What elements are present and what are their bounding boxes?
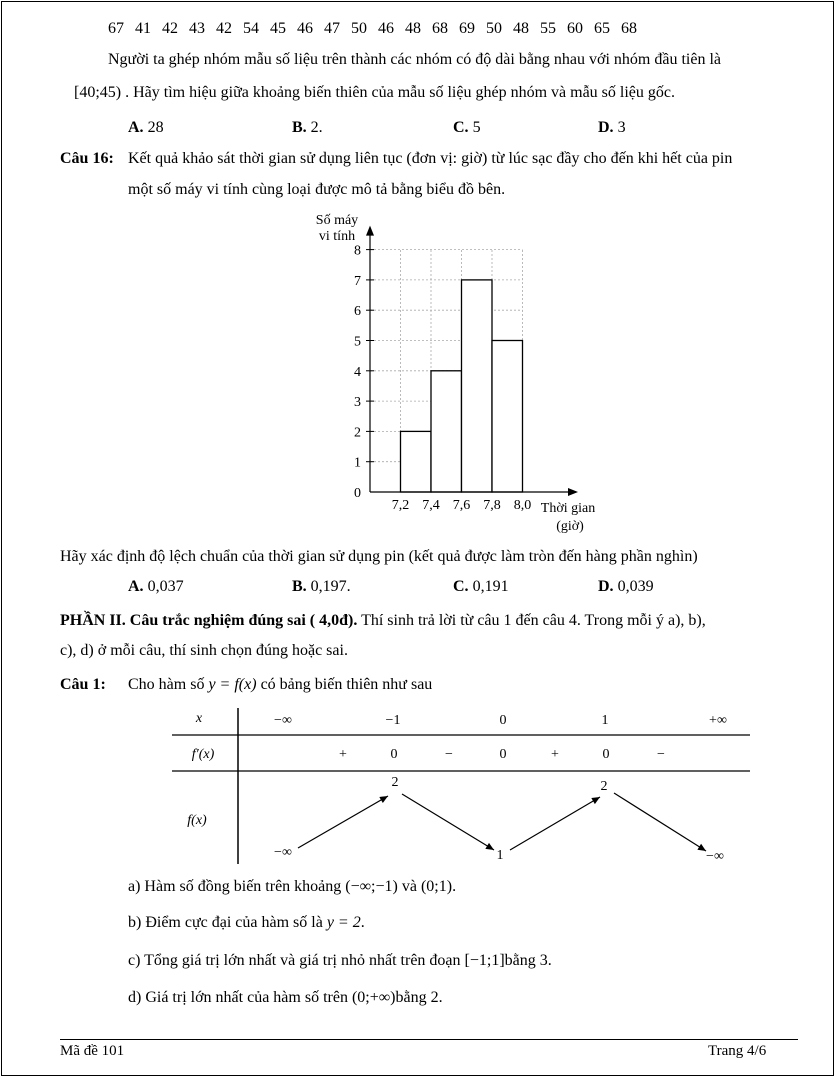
q15-number: 50 [351,20,367,37]
part2-title: PHẦN II. Câu trắc nghiệm đúng sai ( 4,0đ). [60,612,358,629]
q16-option-d[interactable] [598,578,654,596]
x-tick-label: 8,0 [513,498,532,513]
footer-page: Trang 4/6 [708,1043,767,1059]
q15-option-c-text: 5 [472,119,481,136]
variation-arrow [510,797,600,850]
q15-number: 69 [459,20,475,37]
c1-item-b-text: b) Điểm cực đại của hàm số là [128,914,323,931]
variation-table [0,700,837,870]
q15-number: 54 [243,20,259,37]
footer-code: Mã đề 101 [60,1043,125,1059]
q16-option-c[interactable] [453,578,509,596]
q15-number: 46 [378,20,394,37]
fprime-row-label: f′(x) [191,747,215,762]
q15-option-d-letter: D. [598,119,614,136]
q15-number: 65 [594,20,610,37]
q15-option-b-letter: B. [292,119,307,136]
q15-number: 50 [486,20,502,37]
x-value: +∞ [709,713,727,728]
variation-arrow [402,794,494,850]
q16-option-d-letter: D. [598,578,614,595]
q15-number: 67 [108,20,124,37]
c1-item-a-math1: (−∞;−1) [345,878,398,895]
q15-number: 42 [216,20,232,37]
c1-item-d-post: bằng 2. [395,989,443,1006]
f-value: 2 [600,779,608,794]
q16-option-b-letter: B. [292,578,307,595]
f-value: 2 [391,775,399,790]
x-axis-arrow [568,488,578,496]
q15-number: 42 [162,20,178,37]
histogram-bar [401,431,432,492]
q15-number: 45 [270,20,286,37]
y-tick-label: 4 [354,364,361,380]
q15-option-a-letter: A. [128,119,144,136]
fprime-value: − [657,747,665,762]
q16-question: Hãy xác định độ lệch chuẩn của thời gian sử dụng pin (kết quả được làm tròn đến hàng phần nghìn) [60,548,698,565]
y-axis-label-line1: Số máy [315,213,359,228]
c1-item-b-math1: y = 2 [326,914,361,931]
y-tick-label: 0 [354,486,361,501]
f-row-label: f(x) [187,813,207,828]
q16-line2: một số máy vi tính cùng loại được mô tả bằng biểu đồ bên. [128,181,506,198]
part2-line1 [60,612,706,630]
q15-number: 68 [432,20,448,37]
c1-intro-pre: Cho hàm số [128,676,205,693]
histogram-bar [462,280,493,492]
q15-interval: [40;45) [74,84,122,101]
c1-intro-func: y = f(x) [208,676,257,693]
q15-number: 43 [189,20,205,37]
y-tick-label: 1 [354,455,361,471]
c1-item-c[interactable] [128,952,552,970]
q16-option-c-letter: C. [453,578,469,595]
c1-item-a-post: . [452,878,457,895]
f-value: −∞ [706,849,724,864]
c1-intro [128,676,432,694]
c1-item-d-text: d) Giá trị lớn nhất của hàm số trên [128,989,348,1006]
c1-item-a[interactable] [128,878,456,896]
q15-number: 55 [540,20,556,37]
variation-arrow [298,796,388,848]
x-value: −∞ [274,713,292,728]
x-tick-label: 7,4 [422,498,440,513]
part2-line2: c), d) ở mỗi câu, thí sinh chọn đúng hoặc sai. [60,642,348,659]
variation-arrowhead [697,844,706,851]
fprime-value: − [445,747,453,762]
c1-item-c-post: bằng 3. [504,952,552,969]
x-axis-label-line1: Thời gian [540,501,596,516]
c1-item-b-post: . [360,914,365,931]
q15-number: 68 [621,20,637,37]
c1-item-c-text: c) Tổng giá trị lớn nhất và giá trị nhỏ nhất trên đoạn [128,952,461,969]
q16-option-a-text: 0,037 [147,578,184,595]
footer-divider [60,1039,798,1040]
y-tick-label: 2 [354,425,361,441]
x-tick-label: 7,2 [391,498,410,513]
variation-arrowhead [485,843,494,850]
variation-arrowhead [591,797,600,804]
f-value: 1 [496,848,504,863]
y-tick-label: 7 [354,273,361,289]
part2-line1-rest: Thí sinh trả lời từ câu 1 đến câu 4. Trong mỗi ý a), b), [361,612,706,629]
c1-item-a-text: a) Hàm số đồng biến trên khoảng [128,878,342,895]
fprime-value: 0 [602,747,610,762]
fprime-value: 0 [499,747,507,762]
x-tick-label: 7,8 [483,498,501,513]
q16-option-b-text: 0,197. [310,578,351,595]
q15-option-c-letter: C. [453,119,469,136]
q15-number: 60 [567,20,583,37]
q15-number: 41 [135,20,151,37]
c1-item-a-math2: (0;1) [420,878,453,895]
q15-number: 48 [405,20,421,37]
histogram-bar [492,341,523,493]
q15-option-b-text: 2. [310,119,323,136]
x-axis-label-line2: (giờ) [556,519,584,534]
q15-option-a-text: 28 [147,119,164,136]
q15-line1: Người ta ghép nhóm mẫu số liệu trên thành các nhóm có độ dài bằng nhau với nhóm đầu tiên là [108,51,722,68]
q16-option-a-letter: A. [128,578,144,595]
q15-number: 47 [324,20,340,37]
variation-arrowhead [379,796,388,803]
x-value: 0 [499,713,507,728]
c1-intro-post: có bảng biến thiên như sau [260,676,433,693]
y-tick-label: 6 [354,304,361,320]
q16-label: Câu 16: [60,150,114,167]
q15-option-d-text: 3 [617,119,626,136]
variation-arrow [614,793,706,851]
c1-item-c-math1: [−1;1] [464,952,505,969]
y-tick-label: 5 [354,334,361,350]
fprime-value: + [339,747,347,762]
histogram-bar [431,371,462,492]
c1-item-d[interactable] [128,989,443,1007]
q16-option-c-text: 0,191 [472,578,509,595]
q16-option-a[interactable] [128,578,184,596]
f-value: −∞ [274,845,292,860]
q16-option-d-text: 0,039 [617,578,654,595]
x-tick-label: 7,6 [452,498,471,513]
x-row-label: x [195,711,203,726]
q15-number: 48 [513,20,529,37]
c1-item-b[interactable] [128,914,365,932]
q15-line2-text: . Hãy tìm hiệu giữa khoảng biến thiên của mẫu số liệu ghép nhóm và mẫu số liệu gốc. [125,84,675,101]
x-value: −1 [385,713,401,728]
y-axis-label-line2: vi tính [318,229,356,244]
y-axis-arrow [366,226,374,236]
c1-item-d-math1: (0;+∞) [351,989,396,1006]
x-value: 1 [601,713,609,728]
y-tick-label: 3 [354,395,361,411]
c1-item-a-mid: và [401,878,417,895]
q15-number: 46 [297,20,313,37]
q16-line1: Kết quả khảo sát thời gian sử dụng liên tục (đơn vị: giờ) từ lúc sạc đầy cho đến khi hết của pin [128,150,733,167]
y-tick-label: 8 [354,243,361,259]
q16-option-b[interactable] [292,578,351,596]
c1-label: Câu 1: [60,676,106,693]
fprime-value: 0 [390,747,398,762]
fprime-value: + [551,747,559,762]
